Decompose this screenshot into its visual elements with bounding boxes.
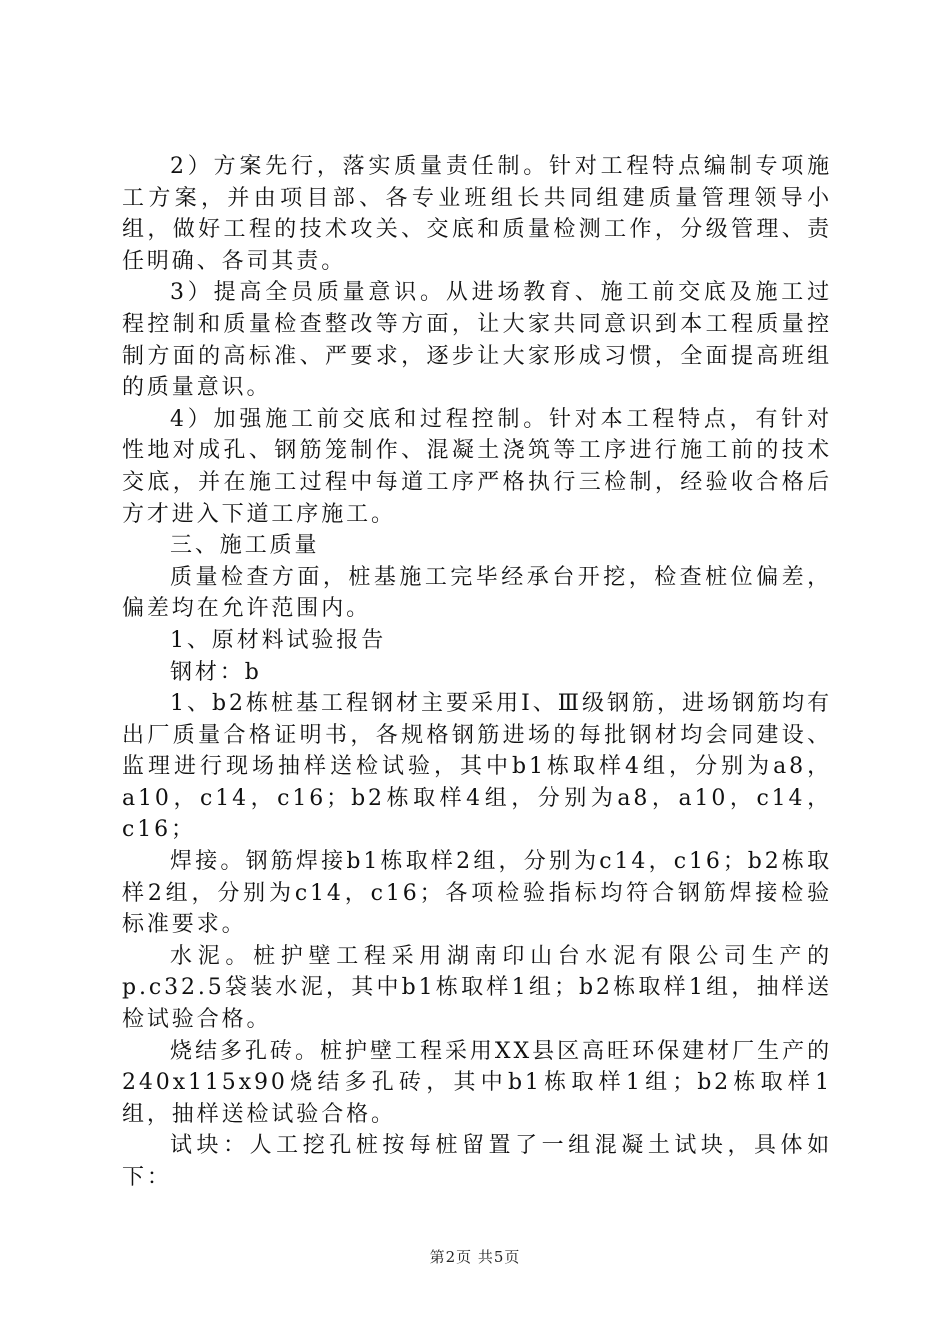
document-body xyxy=(122,151,832,1194)
paragraph-quality-inspection: 质量检查方面，桩基施工完毕经承台开挖，检查桩位偏差，偏差均在允许范围内。 xyxy=(122,564,832,622)
paragraph-quality-awareness: 3）提高全员质量意识。从进场教育、施工前交底及施工过程控制和质量检查整改等方面，让大家共同意识到本工程质量控制方面的高标准、严要求，逐步让大家形成习惯，全面提高班组的质量意识。 xyxy=(122,280,832,401)
paragraph-test-blocks: 试块：人工挖孔桩按每桩留置了一组混凝土试块，具体如下： xyxy=(122,1133,832,1190)
paragraph-welding: 焊接。钢筋焊接b1栋取样2组，分别为c14，c16；b2栋取样2组，分别为c14，c16；各项检验指标均符合钢筋焊接检验标准要求。 xyxy=(122,849,832,938)
paragraph-bricks: 烧结多孔砖。桩护壁工程采用XX县区高旺环保建材厂生产的240x115x90烧结多孔砖，其中b1栋取样1组；b2栋取样1组，抽样送检试验合格。 xyxy=(122,1038,832,1127)
paragraph-responsibility: 2）方案先行，落实质量责任制。针对工程特点编制专项施工方案，并由项目部、各专业班组长共同组建质量管理领导小组，做好工程的技术攻关、交底和质量检测工作，分级管理、责任明确、各司其责。 xyxy=(122,154,832,274)
section-heading-construction-quality: 三、施工质量 xyxy=(170,533,320,559)
subheading-material-test-report: 1、原材料试验报告 xyxy=(170,627,387,653)
page-number-footer: 第2页 共5页 xyxy=(429,1248,521,1266)
paragraph-cement: 水泥。桩护壁工程采用湖南印山台水泥有限公司生产的p.c32.5袋装水泥，其中b1栋取样1组；b2栋取样1组，抽样送检试验合格。 xyxy=(122,943,832,1033)
paragraph-steel-sampling: 1、b2栋桩基工程钢材主要采用Ⅰ、Ⅲ级钢筋，进场钢筋均有出厂质量合格证明书，各规格钢筋进场的每批钢材均会同建设、监理进行现场抽样送检试验，其中b1栋取样4组，分别为a8，a10，c14，c16；b2栋取样4组，分别为a8，a10，c14，c16； xyxy=(122,691,832,843)
paragraph-process-control: 4）加强施工前交底和过程控制。针对本工程特点，有针对性地对成孔、钢筋笼制作、混凝土浇筑等工序进行施工前的技术交底，并在施工过程中每道工序严格执行三检制，经验收合格后方才进入下道工序施工。 xyxy=(122,406,832,527)
paragraph-steel-label: 钢材：b xyxy=(170,659,262,685)
